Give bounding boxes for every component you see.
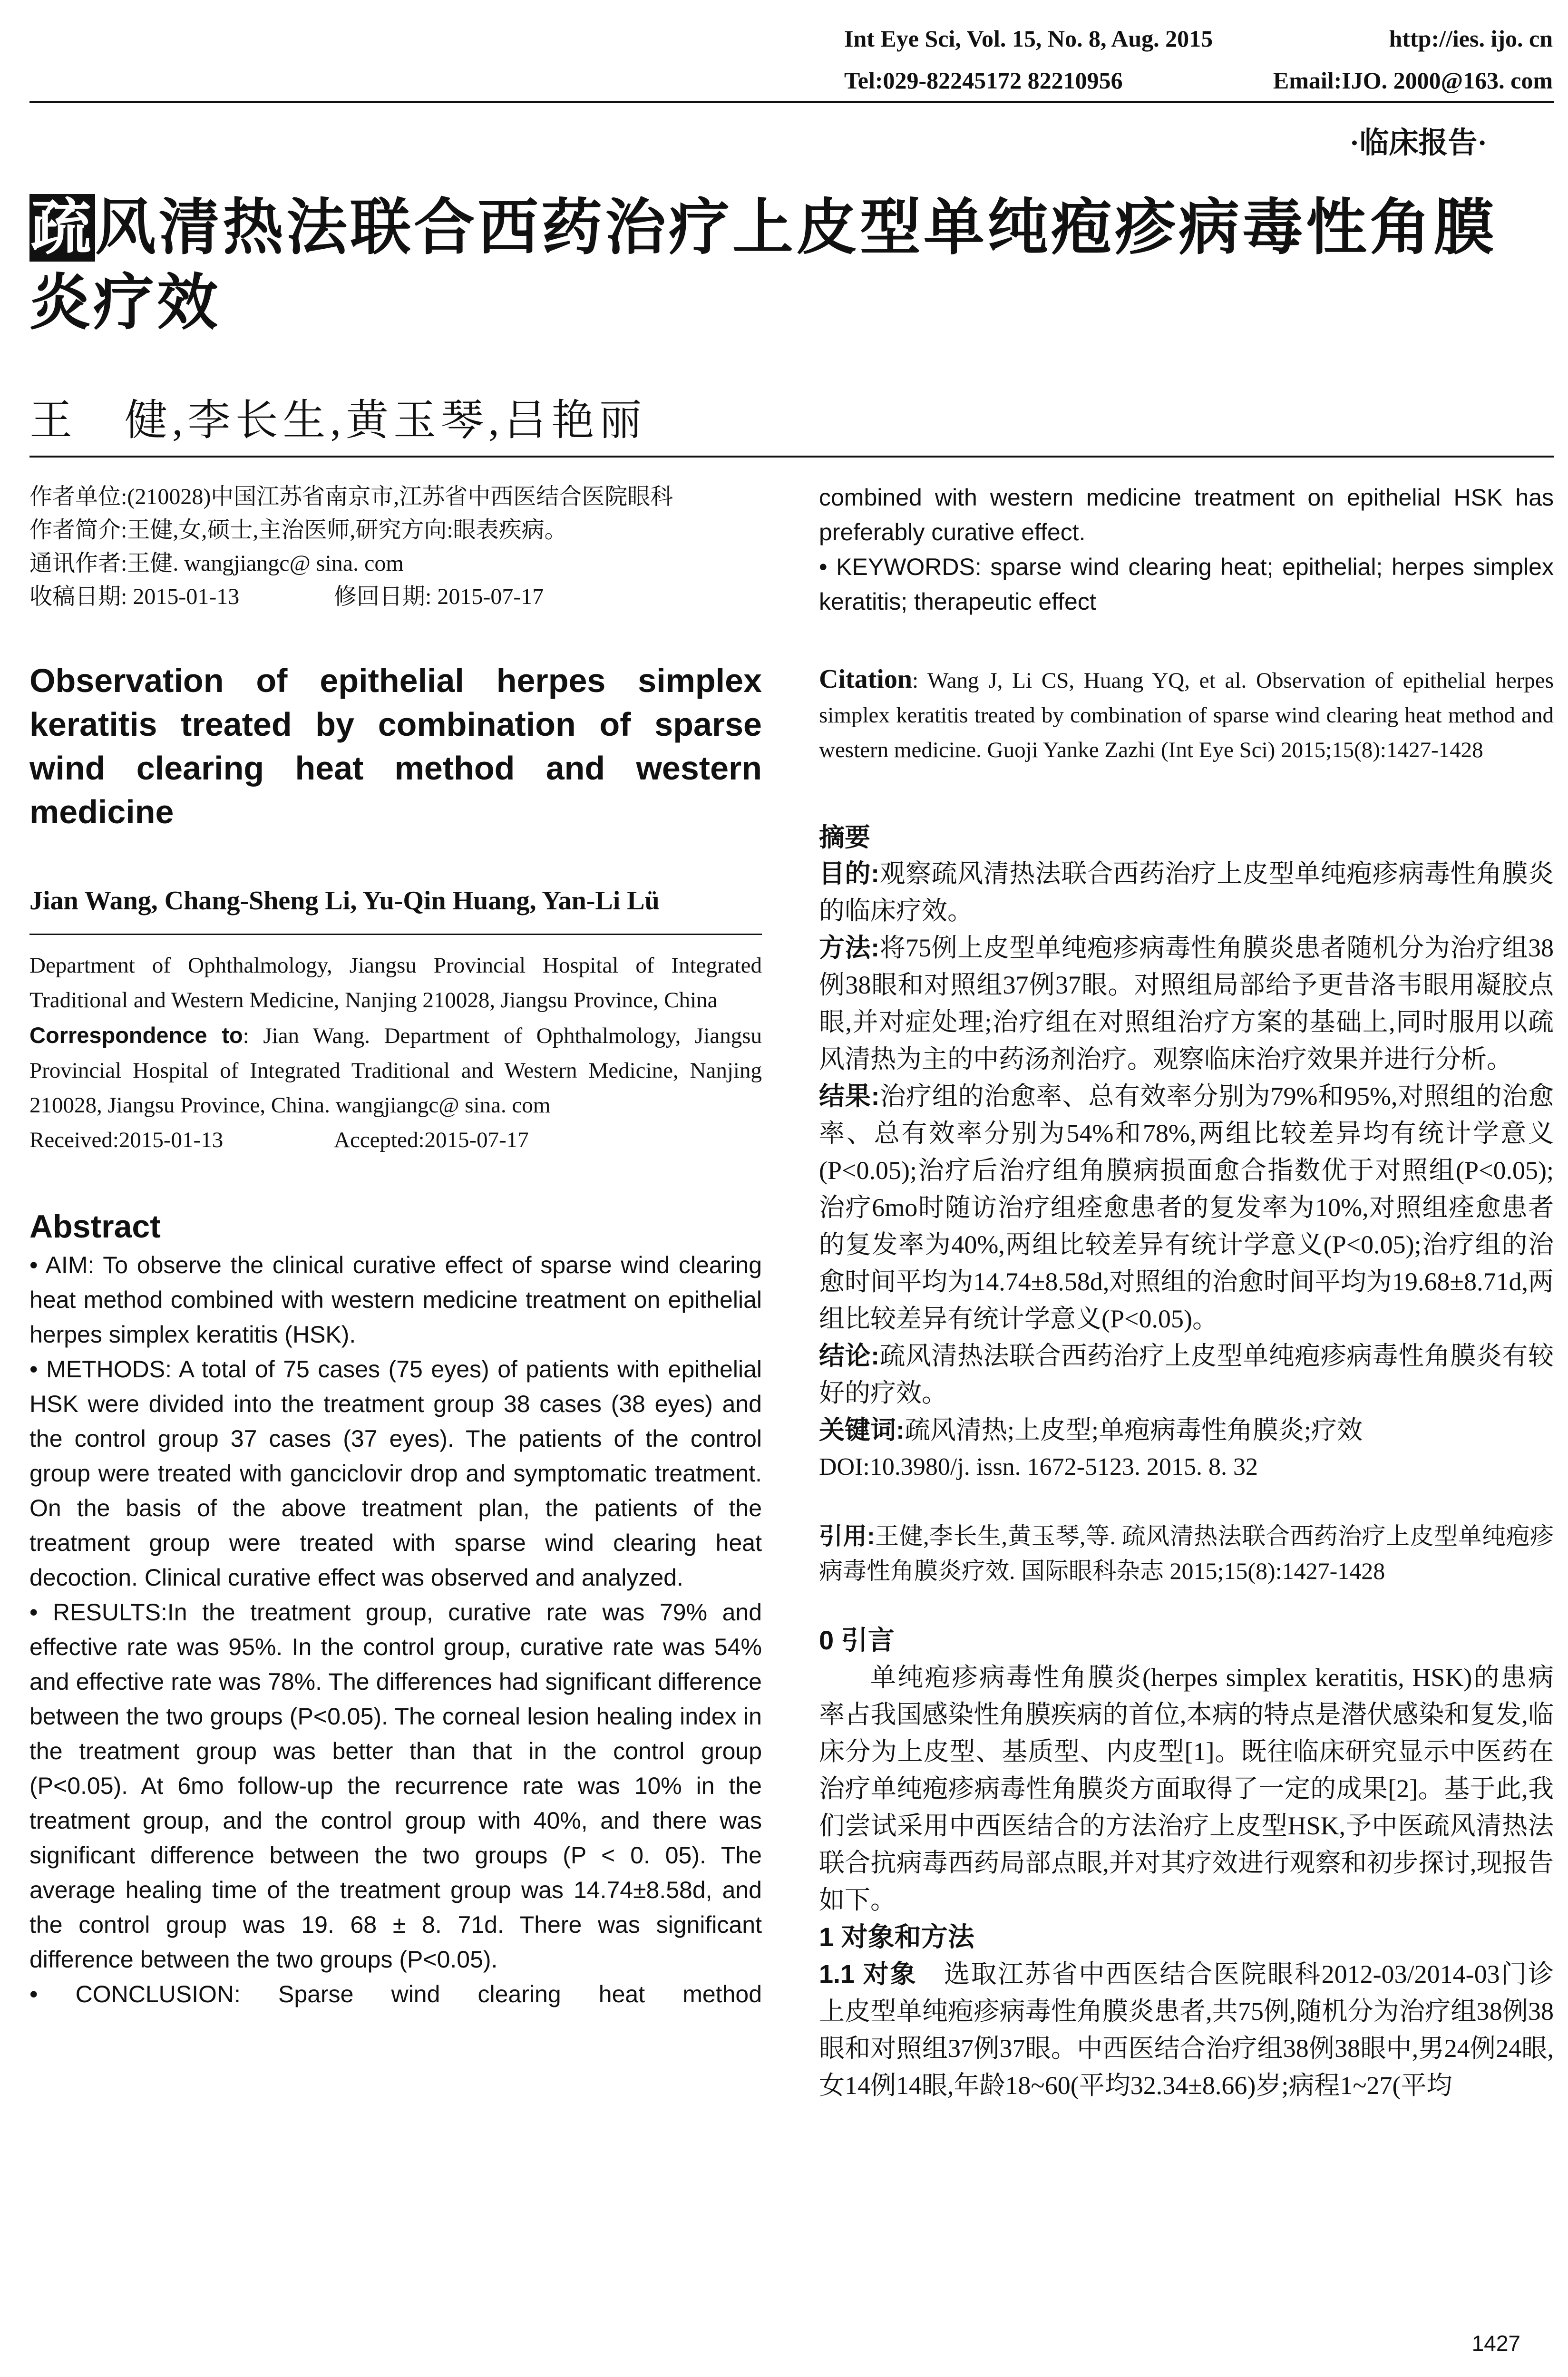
running-header-line2 [844,67,1553,94]
subject-paragraph [819,1956,1554,2104]
intro-heading: 0 引言 [819,1625,895,1655]
meta-correspondence: 通讯作者:王健. wangjiangc@ sina. com [29,551,404,576]
title-first-char: 疏 [30,194,95,262]
journal-info: Int Eye Sci, Vol. 15, No. 8, Aug. 2015 [844,25,1213,52]
citation-text: : Wang J, Li CS, Huang YQ, et al. Observation of epithelial herpes simplex keratitis treated by combination of sparse wind clearing heat method and western medicine. Guoji Yanke Zazhi (Int Eye Sci) 2015;15(8):1427-1428 [819,668,1554,762]
intro-paragraph: 单纯疱疹病毒性角膜炎(herpes simplex keratitis, HSK)的患病率占我国感染性角膜疾病的首位,本病的特点是潜伏感染和复发,临床分为上皮型、基质型、内皮型[1]。既往临床研究显示中医药在治疗单纯疱疹病毒性角膜炎方面取得了一定的成果[2]。基于此,我们尝试采用中西医结合的方法治疗上皮型HSK,予中医疏风清热法联合抗病毒西药局部点眼,并对其疗效进行观察和初步探讨,现报告如下。 [819,1663,1554,1914]
subject-text: 选取江苏省中西医结合医院眼科2012-03/2014-03门诊上皮型单纯疱疹病毒性角膜炎患者,共75例,随机分为治疗组38例38眼和对照组37例37眼。中西医结合治疗组38例38眼中,男24例24眼,女14例14眼,年龄18~60(平均32.34±8.66)岁;病程1~27(平均 [819,1960,1554,2100]
abstract-heading: Abstract [29,1208,161,1245]
page-number: 1427 [1471,2331,1520,2356]
correspondence-text: : Jian Wang. Department of Ophthalmology, Jiangsu Provincial Hospital of Integrated Traditional and Western Medicine, Nanjing 210028, Jiangsu Province, China. wangjiangc@ sina. com [29,1023,762,1118]
left-column [29,480,762,2012]
cn-results-text: 治疗组的治愈率、总有效率分别为79%和95%,对照组的治愈率、总有效率分别为54%和78%,两组比较差异均有统计学意义(P<0.05);治疗后治疗组角膜病损面愈合指数优于对照组(P<0.05);治疗6mo时随访治疗组痊愈患者的复发率为10%,对照组痊愈患者的复发率为40%,两组比较差异有统计学意义(P<0.05);治疗组的治愈时间平均为14.74±8.58d,对照组的治愈时间平均为19.68±8.71d,两组比较差异有统计学意义(P<0.05)。 [819,1082,1554,1333]
abstract-conclusion-end: combined with western medicine treatment on epithelial HSK has preferably curative effect. [819,484,1554,546]
journal-tel: Tel:029-82245172 82210956 [844,67,1123,94]
revised-date-cn: 修回日期: 2015-07-17 [334,584,544,609]
affiliation: Department of Ophthalmology, Jiangsu Provincial Hospital of Integrated Traditional and Western Medicine, Nanjing 210028, Jiangsu Province, China [29,953,762,1013]
cn-conclusion-label: 结论: [819,1342,880,1370]
abstract-conclusion-start: • CONCLUSION: Sparse wind clearing heat method [29,1981,762,2007]
cn-methods [819,929,1554,1078]
methods-heading: 1 对象和方法 [819,1922,974,1952]
cn-results-label: 结果: [819,1082,880,1111]
cn-methods-text: 将75例上皮型单纯疱疹病毒性角膜炎患者随机分为治疗组38例38眼和对照组37例37眼。对照组局部给予更昔洛韦眼用凝胶点眼,并对症处理;治疗组在对照组治疗方案的基础上,同时服用以疏风清热为主的中药汤剂治疗。观察临床治疗效果并进行分析。 [819,934,1554,1073]
title-rule [29,456,1554,458]
cn-abstract-heading: 摘要 [819,823,870,852]
accepted-date-en: Accepted:2015-07-17 [334,1128,529,1152]
citation-en [819,662,1554,768]
cn-purpose-text: 观察疏风清热法联合西药治疗上皮型单纯疱疹病毒性角膜炎的临床疗效。 [819,859,1554,925]
abstract-methods: • METHODS: A total of 75 cases (75 eyes) of patients with epithelial HSK were divided into the treatment group 38 cases (38 eyes) and the control group 37 cases (37 eyes). The patients of the control group were treated with ganciclovir drop and symptomatic treatment. On the basis of the above treatment plan, the patients of the treatment group were treated with sparse wind clearing heat decoction. Clinical curative effect was observed and analyzed. [29,1356,762,1591]
doi: DOI:10.3980/j. issn. 1672-5123. 2015. 8. 32 [819,1453,1258,1481]
cn-conclusion [819,1337,1554,1412]
abstract-results: • RESULTS:In the treatment group, curative rate was 79% and effective rate was 95%. In the control group, curative rate was 54% and effective rate was 78%. The differences had significant difference between the two groups (P<0.05). The corneal lesion healing index in the treatment group was better than that in the control group (P<0.05). At 6mo follow-up the recurrence rate was 10% in the treatment group, and the control group with 40%, and there was significant difference between the two groups (P < 0. 05). The average healing time of the treatment group was 14.74±8.58d, and the control group was 19. 68 ± 8. 71d. There was significant difference between the two groups (P<0.05). [29,1599,762,1973]
received-date-cn: 收稿日期: 2015-01-13 [29,584,240,609]
authors-rule [29,934,762,935]
section-tag: ·临床报告· [1349,127,1487,159]
right-column [819,480,1554,2104]
meta-dates [29,580,762,614]
cn-purpose [819,855,1554,929]
cn-purpose-label: 目的: [819,859,880,888]
abstract-keywords: • KEYWORDS: sparse wind clearing heat; epithelial; herpes simplex keratitis; therapeutic effect [819,554,1554,615]
cn-citation-label: 引用: [819,1523,875,1549]
cn-keywords-text: 疏风清热;上皮型;单疱病毒性角膜炎;疗效 [904,1416,1363,1444]
cn-keywords-label: 关键词: [819,1416,905,1444]
english-authors: Jian Wang, Chang-Sheng Li, Yu-Qin Huang, Yan-Li Lü [29,886,660,916]
abstract-aim: • AIM: To observe the clinical curative effect of sparse wind clearing heat method combined with western medicine treatment on epithelial herpes simplex keratitis (HSK). [29,1252,762,1348]
authors-cn: 王 健,李长生,黄玉琴,吕艳丽 [29,397,647,444]
cn-citation-text: 王健,李长生,黄玉琴,等. 疏风清热法联合西药治疗上皮型单纯疱疹病毒性角膜炎疗效. 国际眼科杂志 2015;15(8):1427-1428 [819,1523,1554,1584]
cn-results [819,1078,1554,1337]
page-title [29,190,1554,341]
meta-bio: 作者简介:王健,女,硕士,主治医师,研究方向:眼表疾病。 [29,517,567,543]
running-header-line1 [844,25,1553,52]
cn-methods-label: 方法: [819,934,880,962]
title-rest: 风清热法联合西药治疗上皮型单纯疱疹病毒性角膜炎疗效 [29,194,1498,337]
received-date-en: Received:2015-01-13 [29,1128,224,1152]
header-rule [29,101,1554,103]
author-meta [29,480,762,614]
subject-label: 1.1 对象 [819,1960,917,1988]
citation-label: Citation [819,664,912,694]
cn-keywords [819,1412,1554,1449]
journal-url: http://ies. ijo. cn [1389,25,1553,52]
meta-affiliation: 作者单位:(210028)中国江苏省南京市,江苏省中西医结合医院眼科 [29,484,673,509]
journal-email: Email:IJO. 2000@163. com [1273,67,1553,94]
correspondence-label: Correspondence to [29,1023,243,1048]
en-dates [29,1123,762,1158]
cn-conclusion-text: 疏风清热法联合西药治疗上皮型单纯疱疹病毒性角膜炎有较好的疗效。 [819,1342,1554,1407]
cn-citation [819,1519,1554,1588]
english-title: Observation of epithelial herpes simplex keratitis treated by combination of sparse wind clearing heat method and western medicine [29,662,762,830]
correspondence [29,1018,762,1123]
